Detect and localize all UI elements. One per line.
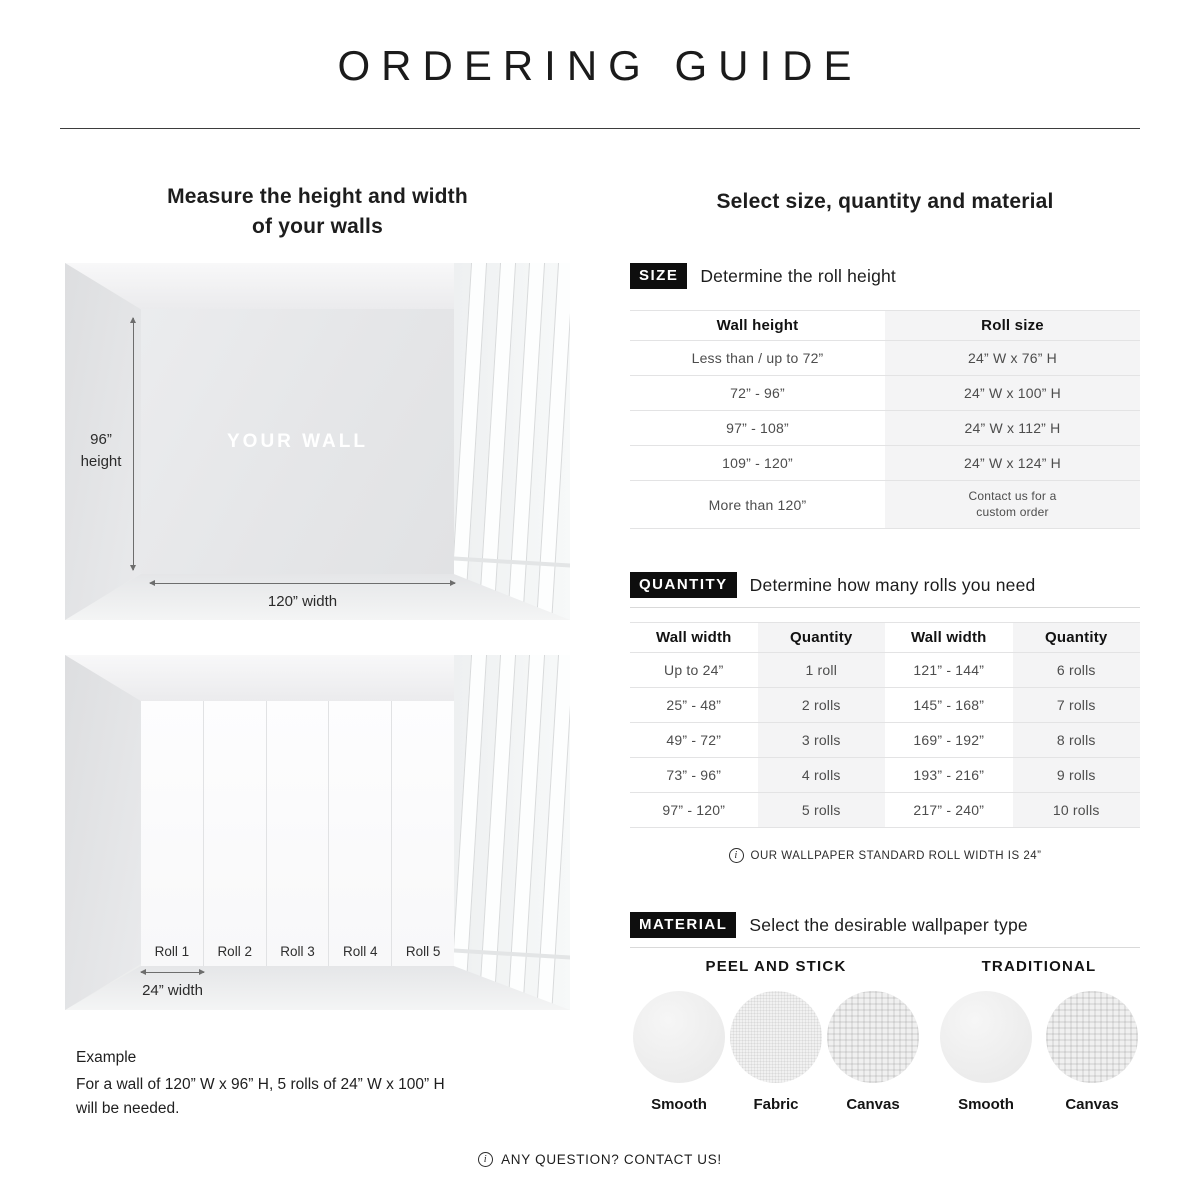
title-divider	[60, 128, 1140, 129]
page-title: ORDERING GUIDE	[337, 42, 863, 89]
quantity-cell: 6 rolls	[1013, 653, 1141, 687]
roll-panel	[141, 701, 204, 966]
roll-size-cell: 24” W x 100” H	[885, 376, 1140, 410]
roll-panels	[141, 701, 454, 966]
smooth-texture-icon	[633, 991, 725, 1083]
canvas-texture-icon	[1046, 991, 1138, 1083]
material-group-title: TRADITIONAL	[981, 958, 1097, 975]
roll-panel	[204, 701, 267, 966]
example-line1: For a wall of 120” W x 96” H, 5 rolls of 24” W x 100” H	[76, 1076, 445, 1094]
side-wall-shape	[65, 655, 141, 1010]
roll-panel	[267, 701, 330, 966]
wall-width-cell: 73” - 96”	[666, 767, 722, 783]
roll-label: Roll 5	[405, 944, 441, 959]
material-group-title: PEEL AND STICK	[705, 958, 847, 975]
roll-label: Roll 4	[343, 944, 378, 959]
measure-heading-line2: of your walls	[252, 215, 383, 239]
quantity-table-row	[630, 793, 1140, 828]
roll-size-cell: 24” W x 76” H	[885, 341, 1140, 375]
wall-width-cell: 49” - 72”	[666, 732, 722, 748]
footer-contact	[0, 1152, 1200, 1167]
material-badge: MATERIAL	[630, 912, 736, 938]
swatch-label: Canvas	[1065, 1096, 1119, 1113]
roll-panel	[392, 701, 454, 966]
size-table	[630, 310, 1140, 529]
info-icon	[729, 848, 744, 863]
material-group-peel-and-stick	[630, 958, 922, 1113]
size-badge: SIZE	[630, 263, 687, 289]
width-dimension-label: 120” width	[267, 593, 338, 610]
quantity-table-row	[630, 723, 1140, 758]
roll-panel	[329, 701, 392, 966]
main-wall	[141, 309, 454, 574]
quantity-section-header	[630, 572, 1140, 608]
swatch-fabric	[730, 991, 822, 1113]
wall-width-cell: 97” - 120”	[662, 802, 726, 818]
size-table-row	[630, 481, 1140, 529]
quantity-cell: 1 roll	[758, 653, 886, 687]
swatch-label: Smooth	[651, 1096, 707, 1113]
window-area	[454, 655, 570, 1010]
footer-contact-text: ANY QUESTION? CONTACT US!	[501, 1152, 722, 1167]
wall-width-cell: 169” - 192”	[913, 732, 985, 748]
wall-height-cell: 97” - 108”	[726, 420, 789, 436]
qty-col-quantity-1: Quantity	[758, 623, 886, 652]
roll-width-dimension-label: 24” width	[142, 982, 203, 999]
wall-height-cell: Less than / up to 72”	[691, 350, 824, 366]
quantity-cell: 2 rolls	[758, 688, 886, 722]
wall-width-cell: 217” - 240”	[913, 802, 985, 818]
swatch-label: Fabric	[753, 1096, 799, 1113]
wall-width-cell: 25” - 48”	[666, 697, 722, 713]
quantity-cell: 7 rolls	[1013, 688, 1141, 722]
roll-size-cell: 24” W x 124” H	[885, 446, 1140, 480]
room-illustration-measure	[65, 263, 570, 620]
custom-order-text: Contact us for a custom order	[968, 488, 1057, 519]
room-illustration-rolls	[65, 655, 570, 1010]
size-table-header-row	[630, 311, 1140, 341]
example-block	[76, 1046, 568, 1120]
wall-height-cell: 72” - 96”	[730, 385, 785, 401]
roll-width-dimension-arrow	[141, 972, 204, 973]
height-word: height	[80, 452, 122, 470]
wall-width-cell: 193” - 216”	[913, 767, 985, 783]
select-heading: Select size, quantity and material	[716, 190, 1054, 213]
quantity-subtitle: Determine how many rolls you need	[749, 574, 1036, 595]
size-section-header	[630, 263, 1140, 289]
quantity-cell: 5 rolls	[758, 793, 886, 827]
wall-height-cell: More than 120”	[708, 496, 807, 513]
swatch-smooth-traditional	[940, 991, 1032, 1113]
quantity-table-header-row	[630, 623, 1140, 653]
quantity-table-row	[630, 758, 1140, 793]
size-col-roll-size: Roll size	[885, 311, 1140, 340]
window-area	[454, 263, 570, 620]
quantity-table-row	[630, 688, 1140, 723]
example-title: Example	[76, 1049, 137, 1066]
wall-height-cell: 109” - 120”	[722, 455, 793, 471]
measure-heading	[65, 182, 570, 243]
quantity-badge: QUANTITY	[630, 572, 737, 598]
size-table-row	[630, 376, 1140, 411]
roll-label: Roll 3	[280, 944, 315, 959]
qty-col-wall-width-1: Wall width	[655, 629, 732, 646]
info-icon	[478, 1152, 493, 1167]
width-dimension-arrow	[150, 583, 455, 584]
roll-size-cell	[885, 481, 1140, 528]
size-table-row	[630, 411, 1140, 446]
qty-col-wall-width-2: Wall width	[910, 629, 987, 646]
your-wall-label: YOUR WALL	[227, 430, 368, 452]
material-subtitle: Select the desirable wallpaper type	[749, 914, 1028, 935]
quantity-cell: 8 rolls	[1013, 723, 1141, 757]
canvas-texture-icon	[827, 991, 919, 1083]
roll-label: Roll 2	[217, 944, 252, 959]
roll-label: Roll 1	[154, 944, 190, 959]
example-line2: will be needed.	[76, 1099, 180, 1117]
material-section-header	[630, 912, 1140, 948]
material-group-traditional	[936, 958, 1142, 1113]
swatch-label: Smooth	[958, 1096, 1014, 1113]
height-dimension-label	[71, 429, 131, 473]
swatch-smooth	[633, 991, 725, 1113]
size-subtitle: Determine the roll height	[700, 265, 896, 286]
height-value: 96”	[90, 431, 112, 448]
smooth-texture-icon	[940, 991, 1032, 1083]
quantity-cell: 4 rolls	[758, 758, 886, 792]
quantity-cell: 9 rolls	[1013, 758, 1141, 792]
wall-width-cell: 145” - 168”	[913, 697, 985, 713]
fabric-texture-icon	[730, 991, 822, 1083]
quantity-table-row	[630, 653, 1140, 688]
wall-width-cell: 121” - 144”	[913, 662, 985, 678]
size-table-row	[630, 341, 1140, 376]
quantity-cell: 10 rolls	[1013, 793, 1141, 827]
swatch-row	[936, 991, 1142, 1113]
roll-width-note	[630, 848, 1140, 863]
swatch-canvas	[827, 991, 919, 1113]
quantity-table	[630, 622, 1140, 828]
swatch-label: Canvas	[846, 1096, 900, 1113]
swatch-row	[630, 991, 922, 1113]
size-col-wall-height: Wall height	[716, 317, 799, 334]
height-dimension-arrow	[133, 318, 134, 570]
roll-width-note-text: OUR WALLPAPER STANDARD ROLL WIDTH IS 24”	[750, 849, 1042, 862]
measure-heading-line1: Measure the height and width	[167, 185, 468, 208]
quantity-cell: 3 rolls	[758, 723, 886, 757]
roll-size-cell: 24” W x 112” H	[885, 411, 1140, 445]
swatch-canvas-traditional	[1046, 991, 1138, 1113]
size-table-row	[630, 446, 1140, 481]
qty-col-quantity-2: Quantity	[1013, 623, 1141, 652]
wall-width-cell: Up to 24”	[664, 662, 724, 678]
